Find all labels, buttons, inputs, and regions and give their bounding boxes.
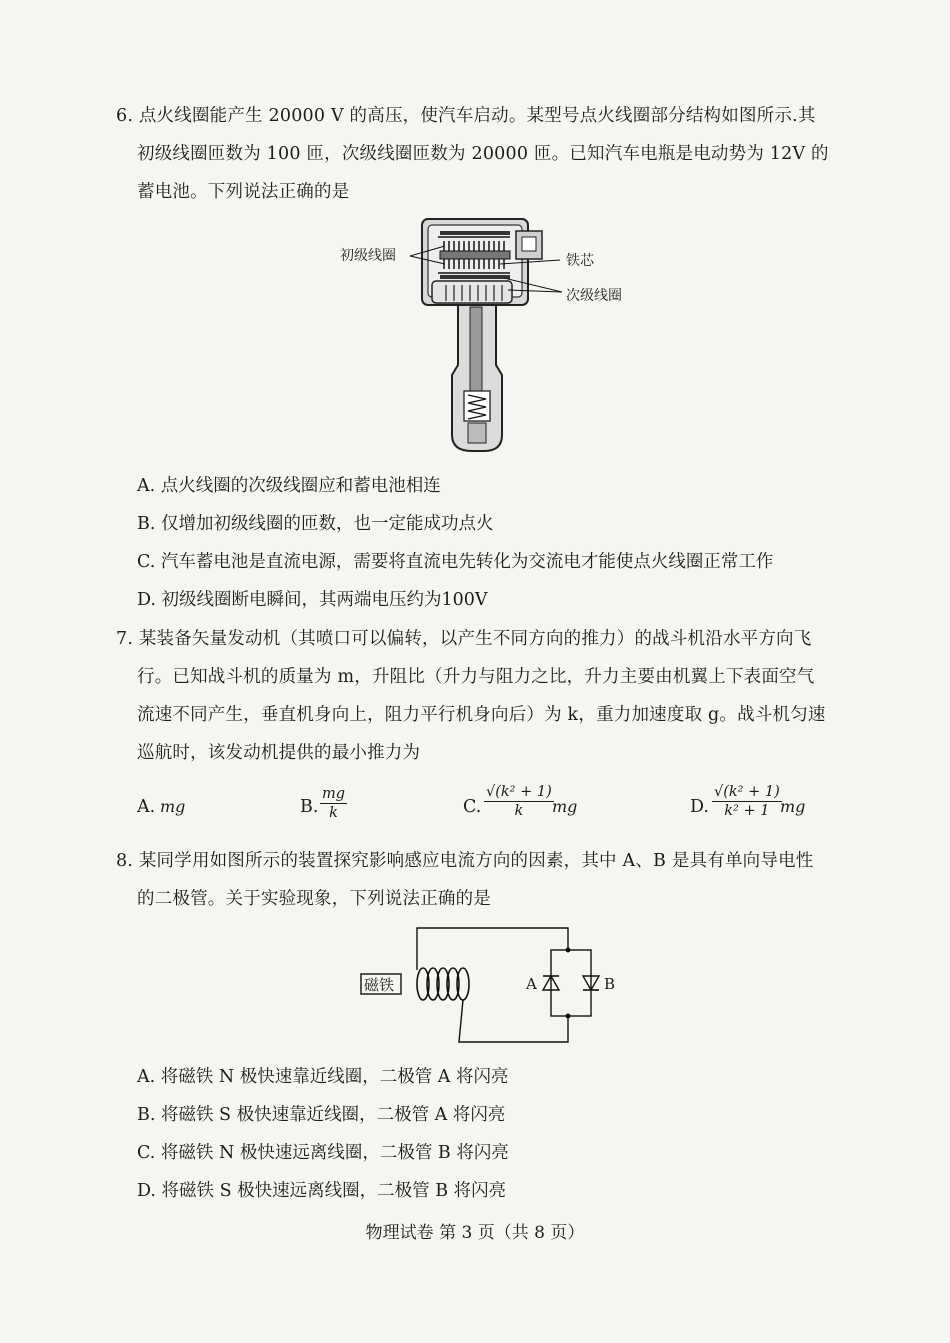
q6-option-a: A. 点火线圈的次级线圈应和蓄电池相连 <box>137 476 441 496</box>
q8-option-a: A. 将磁铁 N 极快速靠近线圈，二极管 A 将闪亮 <box>137 1067 509 1087</box>
q6-line-2: 初级线圈匝数为 100 匝，次级线圈匝数为 20000 匝。已知汽车电瓶是电动势为 12V 的 <box>137 144 829 164</box>
q6-line-1: 6. 点火线圈能产生 20000 V 的高压，使汽车启动。某型号点火线圈部分结构如图所示.其 <box>116 106 816 126</box>
q7-option-b-fraction <box>320 786 347 821</box>
q6-option-b: B. 仅增加初级线圈的匝数，也一定能成功点火 <box>137 514 494 534</box>
q7-option-c-label: C. <box>463 797 482 817</box>
label-secondary-coil: 次级线圈 <box>566 288 622 304</box>
label-primary-coil: 初级线圈 <box>340 248 396 264</box>
q7-option-d-tail: mg <box>780 797 806 816</box>
circuit-figure <box>355 920 625 1050</box>
q8-option-b: B. 将磁铁 S 极快速靠近线圈，二极管 A 将闪亮 <box>137 1105 506 1125</box>
q7-option-b-denominator: k <box>329 805 338 821</box>
q6-option-c: C. 汽车蓄电池是直流电源，需要将直流电先转化为交流电才能使点火线圈正常工作 <box>137 552 774 572</box>
q7-option-a-expr: mg <box>160 797 186 816</box>
q8-line-1: 8. 某同学用如图所示的装置探究影响感应电流方向的因素，其中 A、B 是具有单向导电性 <box>116 851 814 871</box>
q8-option-d: D. 将磁铁 S 极快速远离线圈，二极管 B 将闪亮 <box>137 1181 507 1201</box>
q7-option-d-fraction <box>712 784 782 819</box>
q7-line-4: 巡航时，该发动机提供的最小推力为 <box>137 743 421 763</box>
q7-option-d-label: D. <box>690 797 709 817</box>
q7-option-b-numerator: mg <box>322 786 346 802</box>
q7-line-1: 7. 某装备矢量发动机（其喷口可以偏转，以产生不同方向的推力）的战斗机沿水平方向飞 <box>116 629 812 649</box>
q6-option-d: D. 初级线圈断电瞬间，其两端电压约为100V <box>137 590 488 610</box>
q7-option-a-label: A. <box>137 797 156 817</box>
q7-line-3: 流速不同产生，垂直机身向上，阻力平行机身向后）为 k，重力加速度取 g。战斗机匀速 <box>137 705 826 725</box>
q7-option-c-fraction <box>484 784 554 819</box>
label-iron-core: 铁芯 <box>566 253 594 269</box>
q7-option-c-tail: mg <box>552 797 578 816</box>
coil <box>417 968 469 1000</box>
q7-line-2: 行。已知战斗机的质量为 m，升阻比（升力与阻力之比，升力主要由机翼上下表面空气 <box>137 667 815 687</box>
label-diode-b: B <box>604 975 616 993</box>
q7-option-b-label: B. <box>300 797 319 817</box>
ignition-coil-leaders <box>400 240 570 300</box>
q7-option-c-denominator: k <box>514 803 524 819</box>
q7-option-d-denominator: k² + 1 <box>724 803 770 819</box>
label-magnet: 磁铁 <box>364 976 395 994</box>
q7-option-c-numerator: √(k² + 1) <box>486 784 552 800</box>
q7-option-d-numerator: √(k² + 1) <box>714 784 780 800</box>
q8-line-2: 的二极管。关于实验现象，下列说法正确的是 <box>137 889 491 909</box>
page-footer: 物理试卷 第 3 页（共 8 页） <box>365 1223 585 1243</box>
q6-line-3: 蓄电池。下列说法正确的是 <box>137 182 350 202</box>
label-diode-a: A <box>526 975 537 993</box>
q8-option-c: C. 将磁铁 N 极快速远离线圈，二极管 B 将闪亮 <box>137 1143 509 1163</box>
